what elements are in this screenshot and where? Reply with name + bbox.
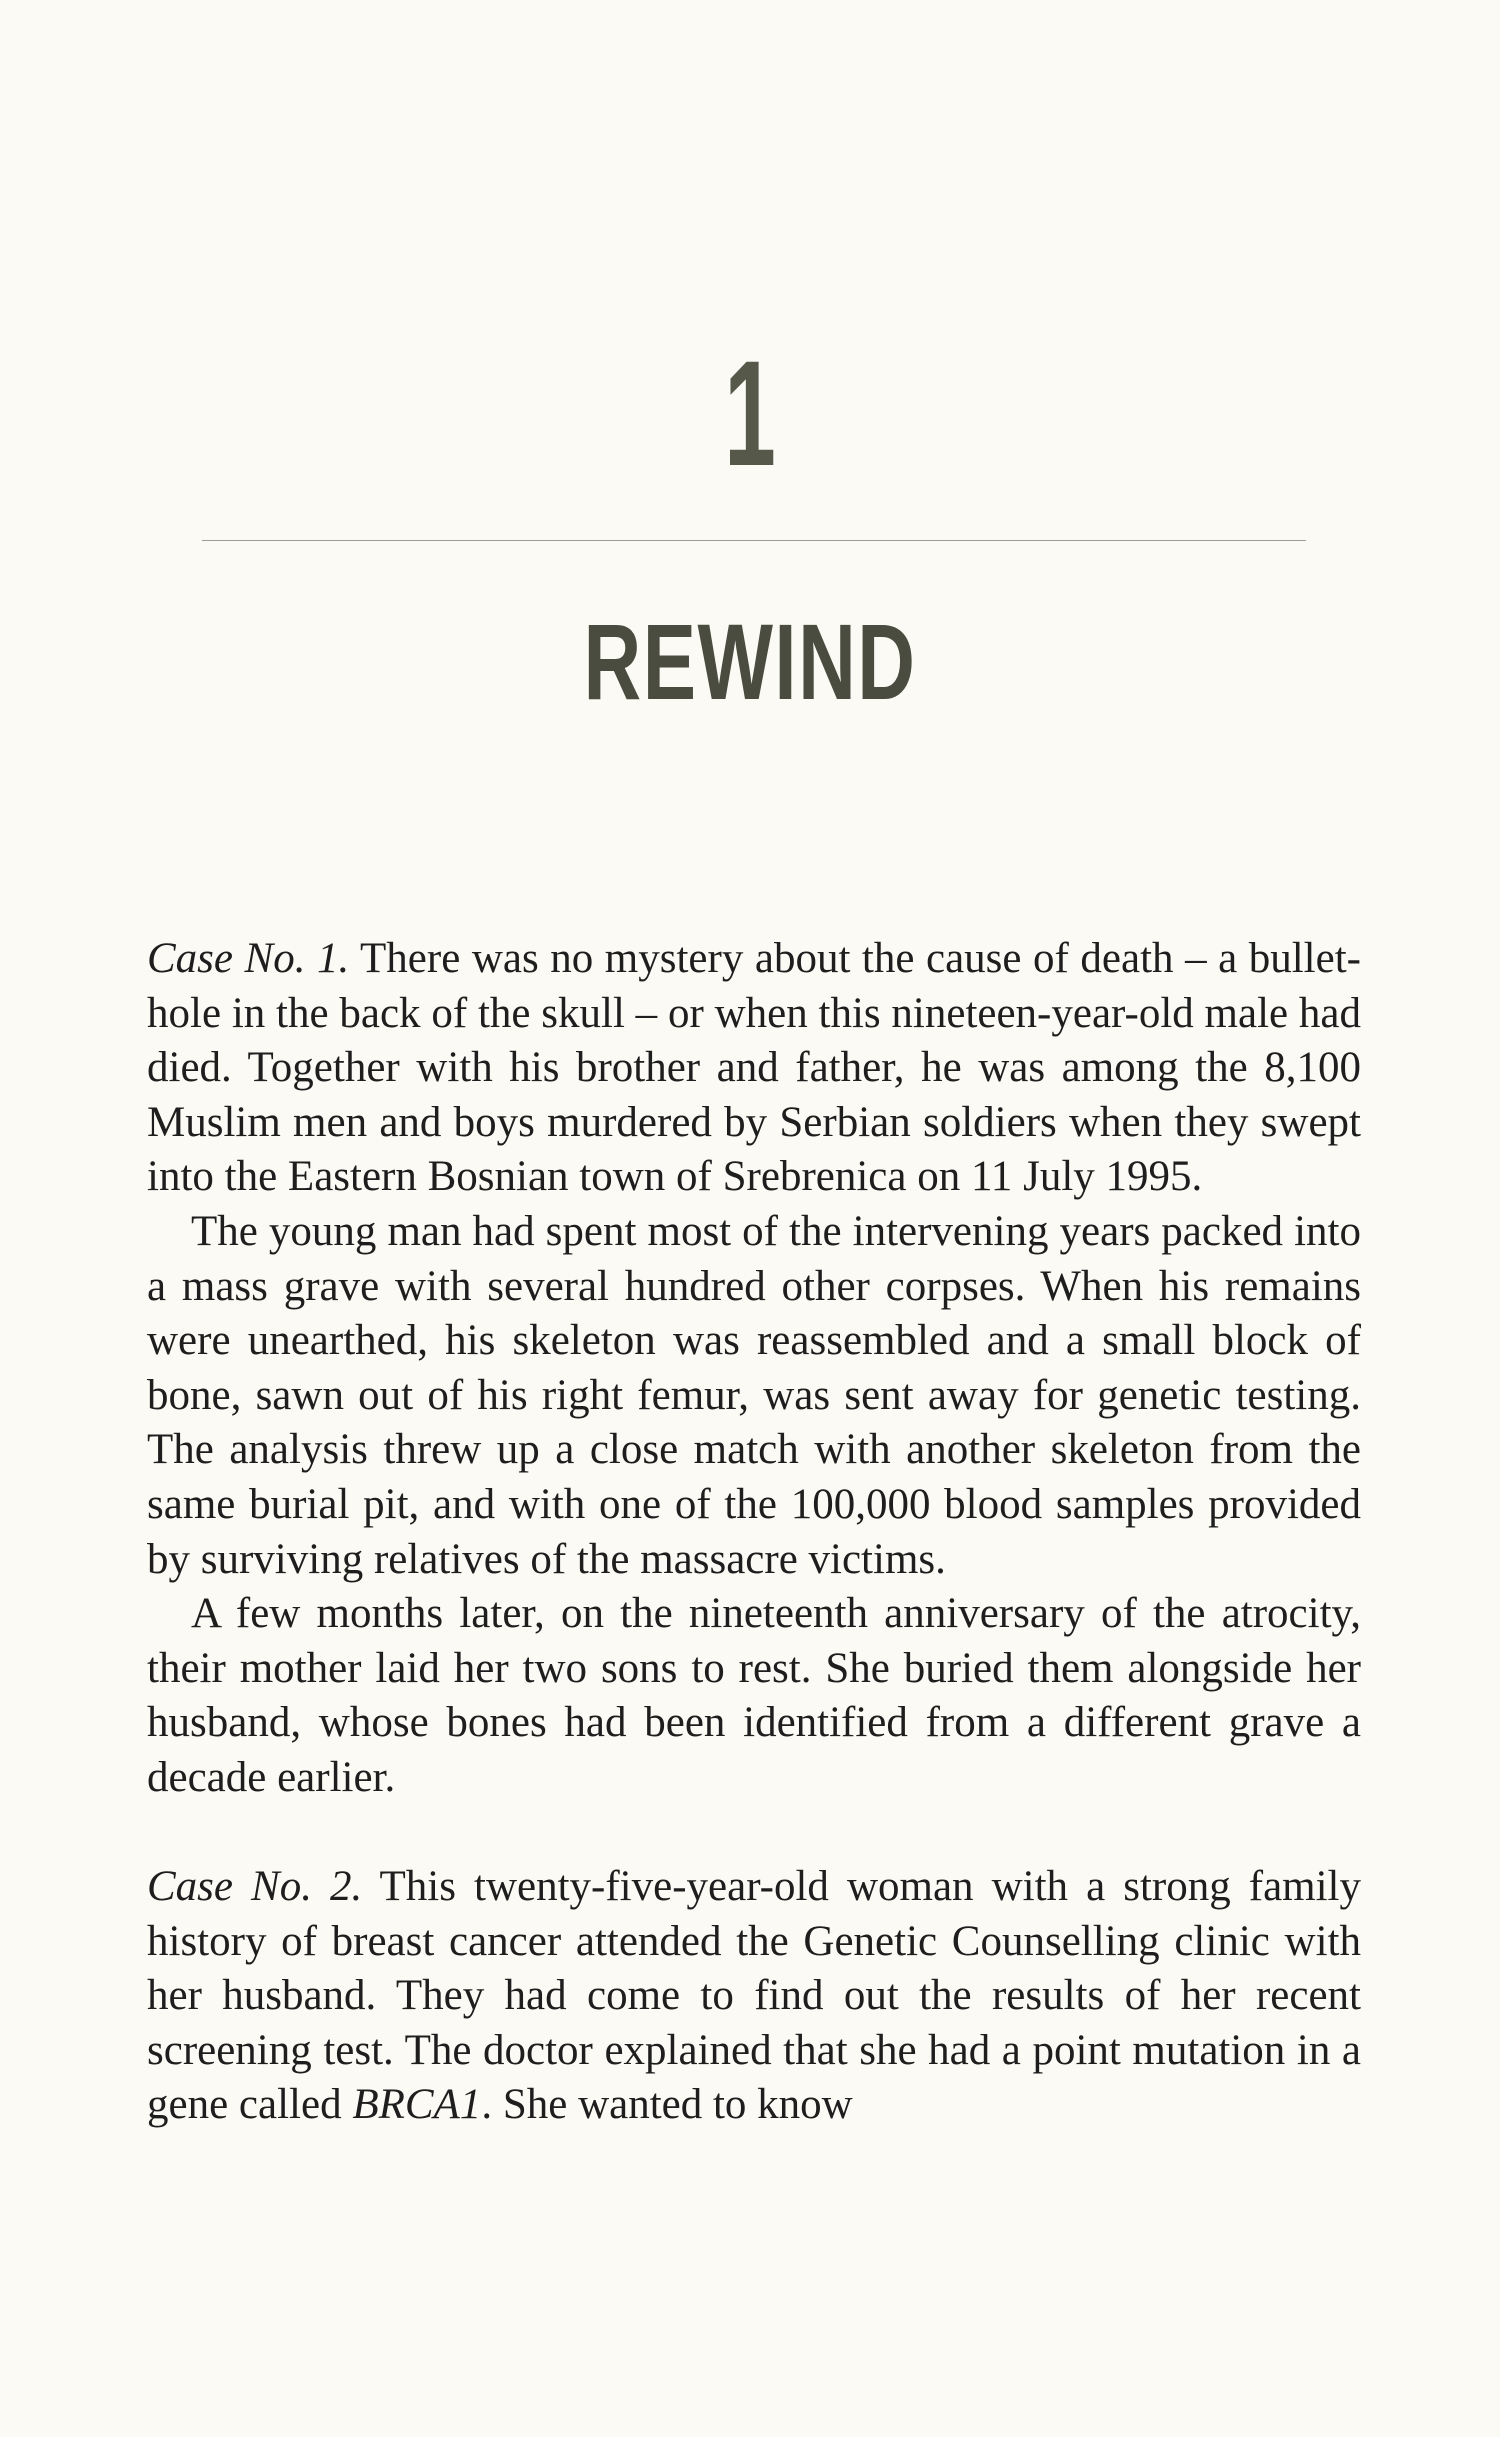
case-2-label: Case No. 2. xyxy=(147,1863,363,1911)
case-1-paragraph-3: A few months later, on the nineteenth anniversary of the atrocity, their mother laid her two sons to rest. She buried them alongside her husband, whose bones had been identified from a different grave a decade earlier. xyxy=(147,1590,1361,1801)
chapter-divider xyxy=(202,540,1306,541)
chapter-title: REWIND xyxy=(583,601,917,722)
case-2-text-1: This twenty-five-year-old woman with a strong family history of breast cancer attended the Genetic Counselling clinic with her husband. They had come to find out the results of her recent screening test. The doctor explained that she had a point mutation in a gene called xyxy=(147,1863,1361,2129)
case-1-paragraph-2: The young man had spent most of the intervening years packed into a mass grave with several hundred other corpses. When his remains were unearthed, his skeleton was reassembled and a small block of bone, sawn out of his right femur, was sent away for genetic testing. The analysis threw up a close match with another skeleton from the same burial pit, and with one of the 100,000 blood samples provided by surviving relatives of the massacre victims. xyxy=(147,1207,1361,1583)
gene-name: BRCA1 xyxy=(352,2081,482,2129)
case-2-paragraph-1 xyxy=(147,1860,1361,2133)
case-1-label: Case No. 1. xyxy=(147,935,350,982)
case-1-text-1: There was no mystery about the cause of death – a bullet-hole in the back of the skull – or when this nineteen-year-old male had died. Together with his brother and father, he was among the 8,100 Muslim men and boys murdered by Serbian soldiers when they swept into the Eastern Bosnian town of Srebrenica on 11 July 1995. xyxy=(147,935,1361,1201)
case-1-paragraph-1 xyxy=(147,932,1361,1205)
chapter-number: 1 xyxy=(724,329,776,497)
chapter-body xyxy=(147,932,1361,2133)
case-2-text-2: . She wanted to know xyxy=(481,2081,853,2129)
